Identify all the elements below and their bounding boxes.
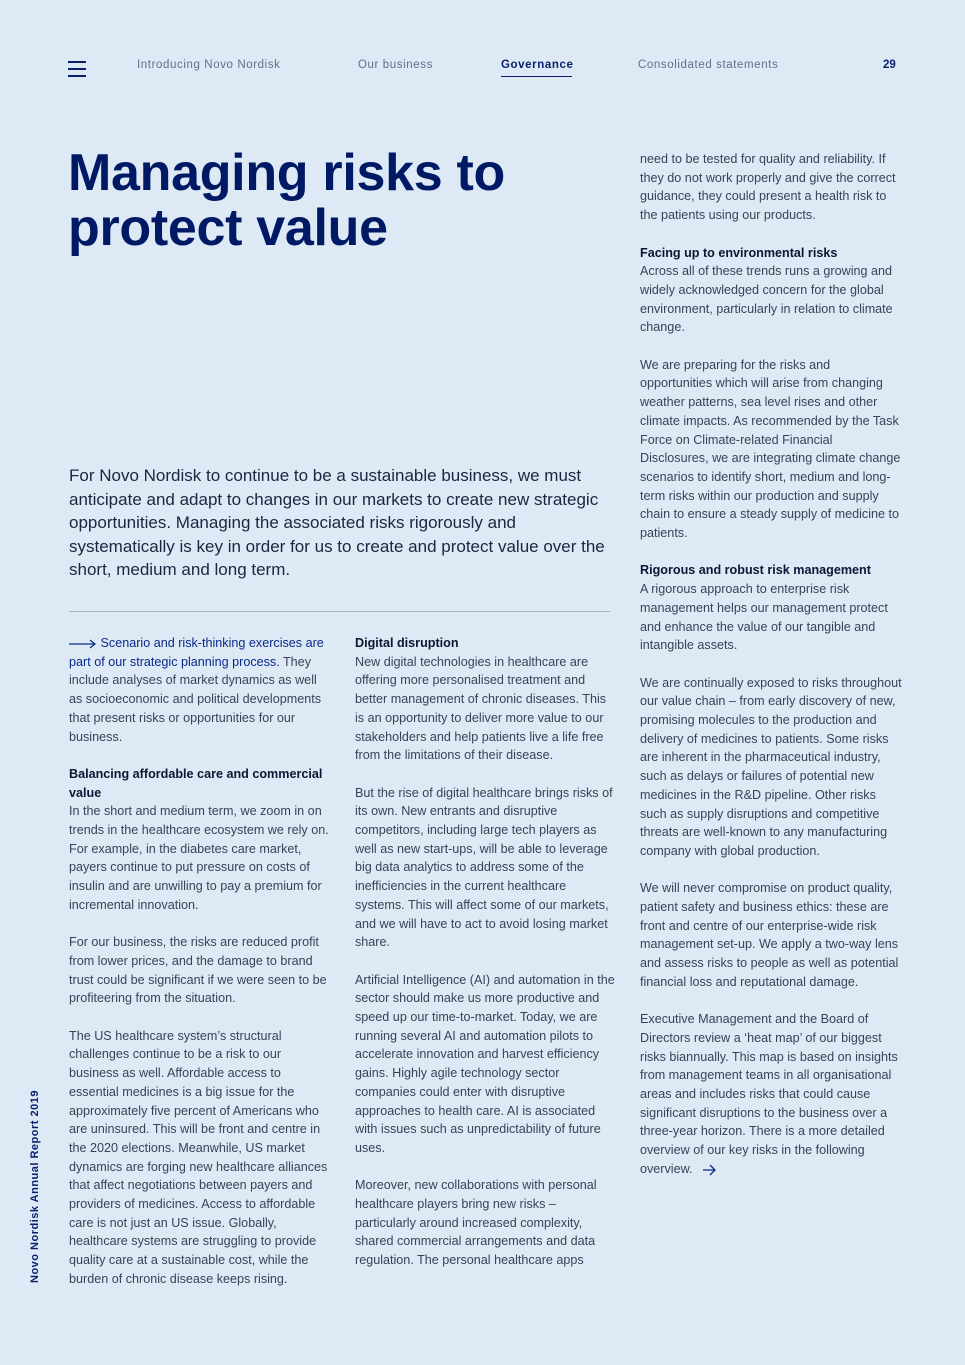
col3-paragraph-2: We are preparing for the risks and opportunities which will arise from changing weather patterns, sea level rises and other climate impacts. As recommended by the Task Force on Climate-related Financial Disclosures, we are integrating climate change scenarios to identify short, medium and long-term risks within our production and supply chain to ensure a steady supply of medicine to patients. [640,357,901,541]
col3-paragraph-3: A rigorous approach to enterprise risk management helps our management protect and enhance the value of our tangible and intangible assets. [640,582,888,653]
col3-paragraph-0: need to be tested for quality and reliability. If they do not work properly and give the correct guidance, they could present a health risk to the patients using our products. [640,152,896,223]
top-navigation [0,0,965,100]
nav-governance[interactable]: Governance [501,59,574,71]
nav-introducing-novo-nordisk[interactable]: Introducing Novo Nordisk [137,59,281,71]
col1-paragraph-1-rest: They include analyses of market dynamics as well as socioeconomic and political developments that present risks or opportunities for our business. [69,654,322,744]
column-3 [640,150,902,1197]
col2-paragraph-1: New digital technologies in healthcare are offering more personalised treatment and better management of chronic diseases. This is an opportunity to deliver more value to our stakeholders and help patients live a life free from the limitations of their disease. [355,654,607,763]
hamburger-menu-icon[interactable] [68,61,86,77]
page-number: 29 [883,59,896,71]
col3-paragraph-5: We will never compromise on product quality, patient safety and business ethics: these are front and centre of our enterprise-wide risk management set-up. We apply a two-way lens and assess risks to people as well as potential financial loss and reputational damage. [640,881,899,989]
col2-paragraph-3: Artificial Intelligence (AI) and automation in the sector should make us more productive and speed up our time-to-market. Today, we are running several AI and automation pilots to accelerate innovation and harvest efficiency gains. Highly agile technology sector companies could enter with disruptive approaches to health care. AI is associated with issues such as unpredictability of future uses. [355,972,615,1155]
column-1 [69,634,331,1307]
col3-paragraph-6 [640,1010,902,1178]
nav-consolidated-statements[interactable]: Consolidated statements [638,59,779,71]
arrow-right-icon[interactable] [702,1164,718,1176]
col1-paragraph-4: The US healthcare system’s structural challenges continue to be a risk to our business as well. Affordable access to essential medicines is a big issue for the approximately five percent of Americans who are uninsured. This will be front and centre in the 2020 elections. Meanwhile, US market dynamics are forging new healthcare alliances that affect negotiations between payers and providers of medicines. Access to affordable care is not just an US issue. Globally, healthcare systems are struggling to provide quality care at a sustainable cost, while the burden of chronic disease keeps rising. [69,1028,328,1286]
col3-paragraph-6-text: Executive Management and the Board of Directors review a ‘heat map’ of our biggest risks biannually. This map is based on insights from management teams in all organisational areas and includes risks that could cause significant disruptions to the business over a three-year horizon. There is a more detailed overview of our key risks in the following overview. [640,1012,898,1176]
page-title [68,146,608,256]
column-2 [355,634,617,1289]
nav-our-business[interactable]: Our business [358,59,433,71]
arrow-right-icon [69,639,97,649]
strategy-link-text: Scenario and risk-thinking exercises are part of our strategic planning process. [69,636,324,669]
col1-paragraph-2: In the short and medium term, we zoom in on trends in the healthcare ecosystem we rely on. For example, in the diabetes care market, payers continue to put pressure on costs of insulin and are unwilling to pay a premium for incremental innovation. [69,804,329,912]
active-tab-underline [501,76,572,77]
col1-paragraph-1 [69,634,331,746]
annual-report-label: Novo Nordisk Annual Report 2019 [29,1090,41,1283]
col3-paragraph-4: We are continually exposed to risks throughout our value chain – from early discovery of new, promising molecules to the production and delivery of medicines to patients. Some risks are inherent in the pharmaceutical industry, such as delays or failures of potential new medicines in the R&D pipeline. Other risks such as supply disruptions and competitive threats are well-known to any manufacturing company with global production. [640,675,902,858]
heading-digital-disruption: Digital disruption [355,636,459,650]
intro-paragraph: For Novo Nordisk to continue to be a sustainable business, we must anticipate and adapt to changes in our markets to create new strategic opportunities. Managing the associated risks rigorously and systematically is key in order for us to create and protect value over the short, medium and long term. [69,466,605,579]
col3-paragraph-1: Across all of these trends runs a growing and widely acknowledged concern for the global environment, particularly in relation to climate change. [640,264,893,335]
col2-paragraph-4: Moreover, new collaborations with personal healthcare players bring new risks – particularly around increased complexity, shared commercial arrangements and data regulation. The personal healthcare apps [355,1178,597,1268]
page-title-line-1: Managing risks to [68,144,505,202]
heading-balancing-care: Balancing affordable care and commercial value [69,766,323,800]
section-divider [69,611,610,612]
heading-environmental-risks: Facing up to environmental risks [640,245,838,260]
col1-paragraph-3: For our business, the risks are reduced profit from lower prices, and the damage to brand trust could be significant if we were seen to be profiteering from the situation. [69,935,327,1006]
col2-paragraph-2: But the rise of digital healthcare brings risks of its own. New entrants and disruptive competitors, including large tech players as well as new start-ups, will be able to leverage big data analytics to address some of the inefficiencies in the current healthcare systems. This will affect some of our markets, and we will have to act to avoid losing market share. [355,785,613,950]
page-title-line-2: protect value [68,199,388,257]
heading-risk-management: Rigorous and robust risk management [640,563,871,578]
